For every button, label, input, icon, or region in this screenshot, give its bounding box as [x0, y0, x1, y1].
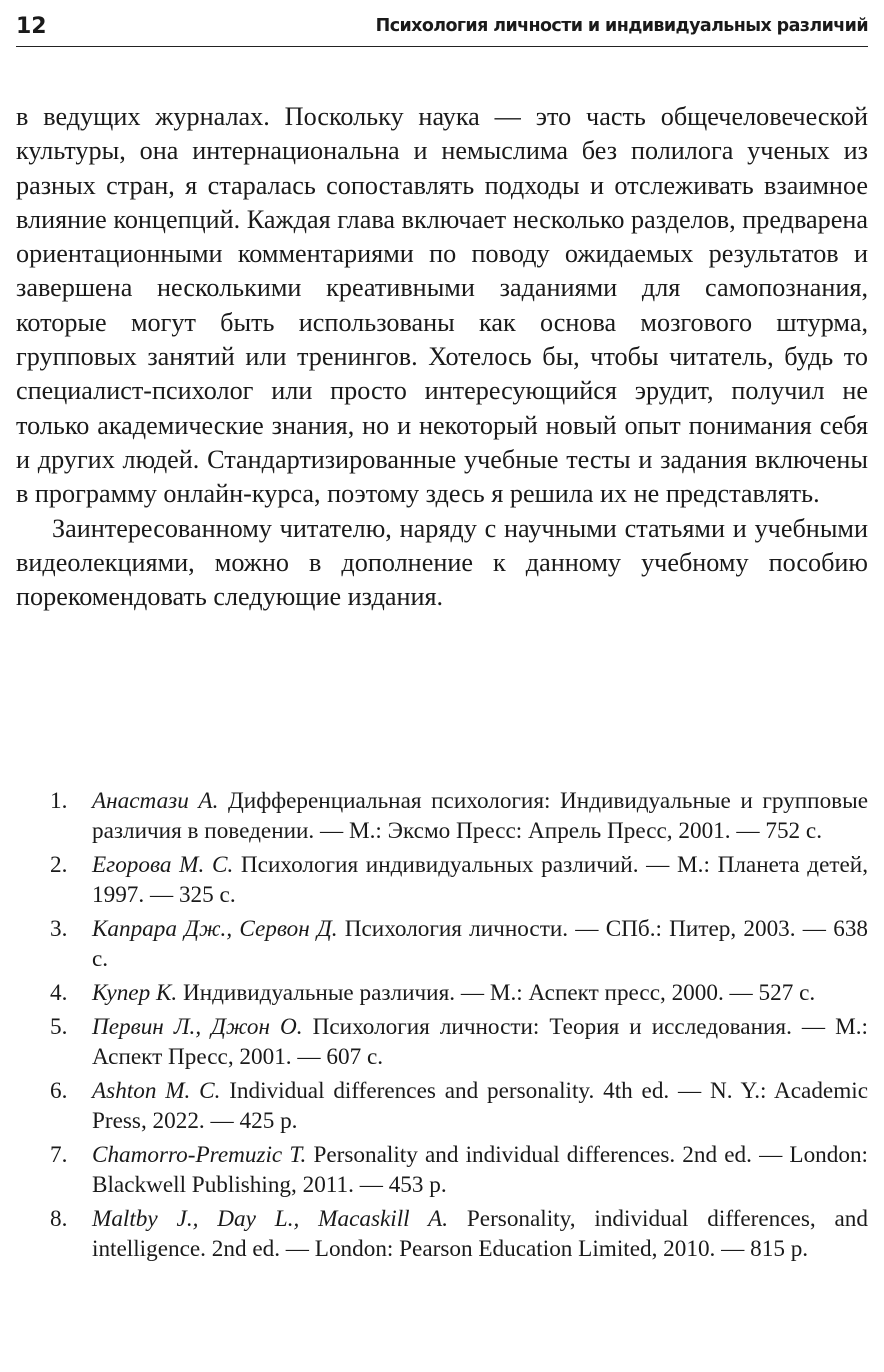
reference-text: Психология личности: Теория и исследования. — М.: Аспект Пресс, 2001. — 607 с.	[92, 1014, 868, 1070]
reference-author: Купер К.	[92, 980, 178, 1006]
reference-number: 6.	[50, 1078, 68, 1104]
reference-text: Индивидуальные различия. — М.: Аспект пресс, 2000. — 527 с.	[177, 980, 816, 1006]
reference-text: Personality, individual differences, and intelligence. 2nd ed. — London: Pearson Education Limited, 2010. — 815 p.	[92, 1206, 868, 1262]
reference-number: 7.	[50, 1142, 68, 1168]
reference-author: Chamorro-Premuzic T.	[92, 1142, 307, 1168]
reference-item	[0, 978, 868, 1008]
main-text	[16, 100, 868, 614]
reference-author: Капрара Дж., Сервон Д.	[92, 916, 338, 942]
reference-number: 8.	[50, 1206, 68, 1232]
reference-number: 3.	[50, 916, 68, 942]
reference-author: Ashton M. C.	[92, 1078, 221, 1104]
reference-author: Maltby J., Day L., Macaskill A.	[92, 1206, 449, 1232]
page-header	[16, 6, 868, 47]
reference-item	[0, 850, 868, 910]
reference-item	[0, 1140, 868, 1200]
reference-text: Personality and individual differences. 2nd ed. — London: Blackwell Publishing, 2011. — 453 p.	[92, 1142, 868, 1198]
reference-list	[0, 786, 868, 1268]
reference-number: 5.	[50, 1014, 68, 1040]
reference-item	[0, 914, 868, 974]
running-title: Психология личности и индивидуальных различий	[375, 16, 868, 36]
page-number: 12	[16, 14, 47, 39]
reference-item	[0, 1076, 868, 1136]
reference-item	[0, 1012, 868, 1072]
paragraph: Заинтересованному читателю, наряду с научными статьями и учебными видеолекциями, можно в дополнение к данному учебному пособию порекомендовать следующие издания.	[16, 513, 868, 612]
reference-number: 2.	[50, 852, 68, 878]
reference-author: Первин Л., Джон О.	[92, 1014, 303, 1040]
reference-text: Individual differences and personality. 4th ed. — N. Y.: Academic Press, 2022. — 425 p.	[92, 1078, 868, 1134]
reference-text: Психология индивидуальных различий. — М.: Планета детей, 1997. — 325 с.	[92, 852, 869, 908]
reference-item	[0, 1204, 868, 1264]
reference-author: Анастази А.	[92, 788, 219, 814]
reference-item	[0, 786, 868, 846]
reference-author: Егорова М. С.	[92, 852, 234, 878]
paragraph: в ведущих журналах. Поскольку наука — это часть общечеловеческой культуры, она интернациональна и немыслима без полилога ученых из разных стран, я старалась сопоставлять подходы и отслеживать взаимное влияние концепций. Каждая глава включает несколько разделов, предварена ориентационными комментариями по поводу ожидаемых результатов и завершена несколькими креативными заданиями для самопознания, которые могут быть использованы как основа мозгового штурма, групповых занятий или тренингов. Хотелось бы, чтобы читатель, будь то специалист-психолог или просто интересующийся эрудит, получил не только академические знания, но и некоторый новый опыт понимания себя и других людей. Стандартизированные учебные тесты и задания включены в программу онлайн-курса, поэтому здесь я решила их не представлять.	[16, 102, 868, 509]
reference-number: 1.	[50, 788, 68, 814]
reference-text: Дифференциальная психология: Индивидуальные и групповые различия в поведении. — М.: Эксмо Пресс: Апрель Пресс, 2001. — 752 с.	[92, 788, 869, 844]
reference-number: 4.	[50, 980, 68, 1006]
reference-text: Психология личности. — СПб.: Питер, 2003. — 638 с.	[92, 916, 869, 972]
